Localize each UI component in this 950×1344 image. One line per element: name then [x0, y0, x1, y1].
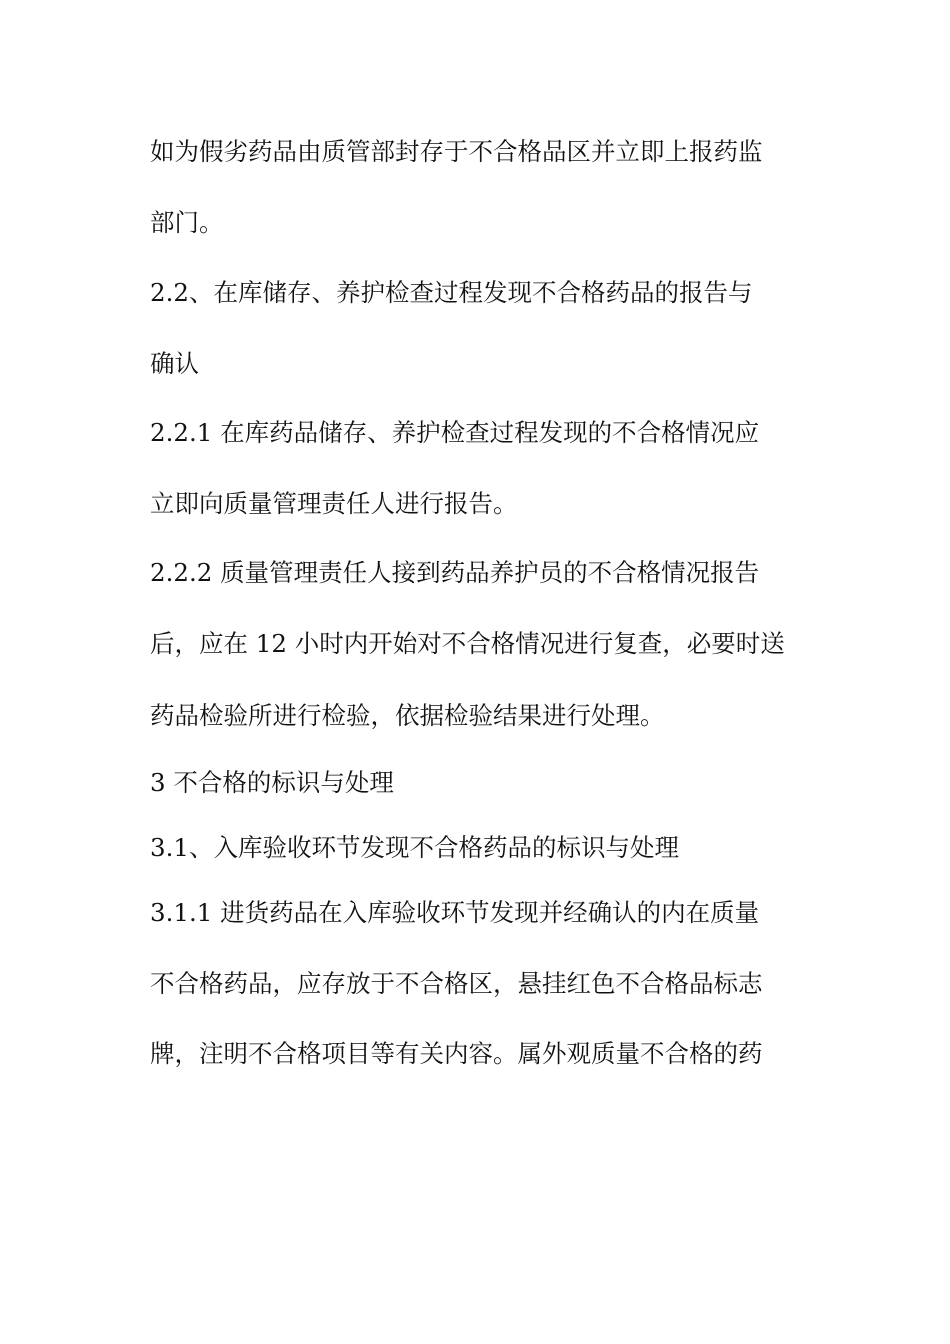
section-heading-cont: 确认 — [150, 349, 199, 378]
text-line: 牌，注明不合格项目等有关内容。属外观质量不合格的药 — [150, 1039, 763, 1068]
section-heading: 3.1、入库验收环节发现不合格药品的标识与处理 — [150, 833, 679, 862]
text-line: 药品检验所进行检验，依据检验结果进行处理。 — [150, 701, 665, 730]
text-line: 立即向质量管理责任人进行报告。 — [150, 489, 518, 518]
section-heading: 2.2、在库储存、养护检查过程发现不合格药品的报告与 — [150, 278, 753, 307]
text-line: 如为假劣药品由质管部封存于不合格品区并立即上报药监 — [150, 137, 763, 166]
text-line: 2.2.2 质量管理责任人接到药品养护员的不合格情况报告 — [150, 558, 760, 587]
text-line: 不合格药品，应存放于不合格区，悬挂红色不合格品标志 — [150, 969, 763, 998]
text-line: 部门。 — [150, 208, 224, 237]
section-heading: 3 不合格的标识与处理 — [150, 768, 394, 797]
text-line: 2.2.1 在库药品储存、养护检查过程发现的不合格情况应 — [150, 418, 760, 447]
text-line: 后，应在 12 小时内开始对不合格情况进行复查，必要时送 — [150, 629, 785, 658]
text-line: 3.1.1 进货药品在入库验收环节发现并经确认的内在质量 — [150, 898, 760, 927]
